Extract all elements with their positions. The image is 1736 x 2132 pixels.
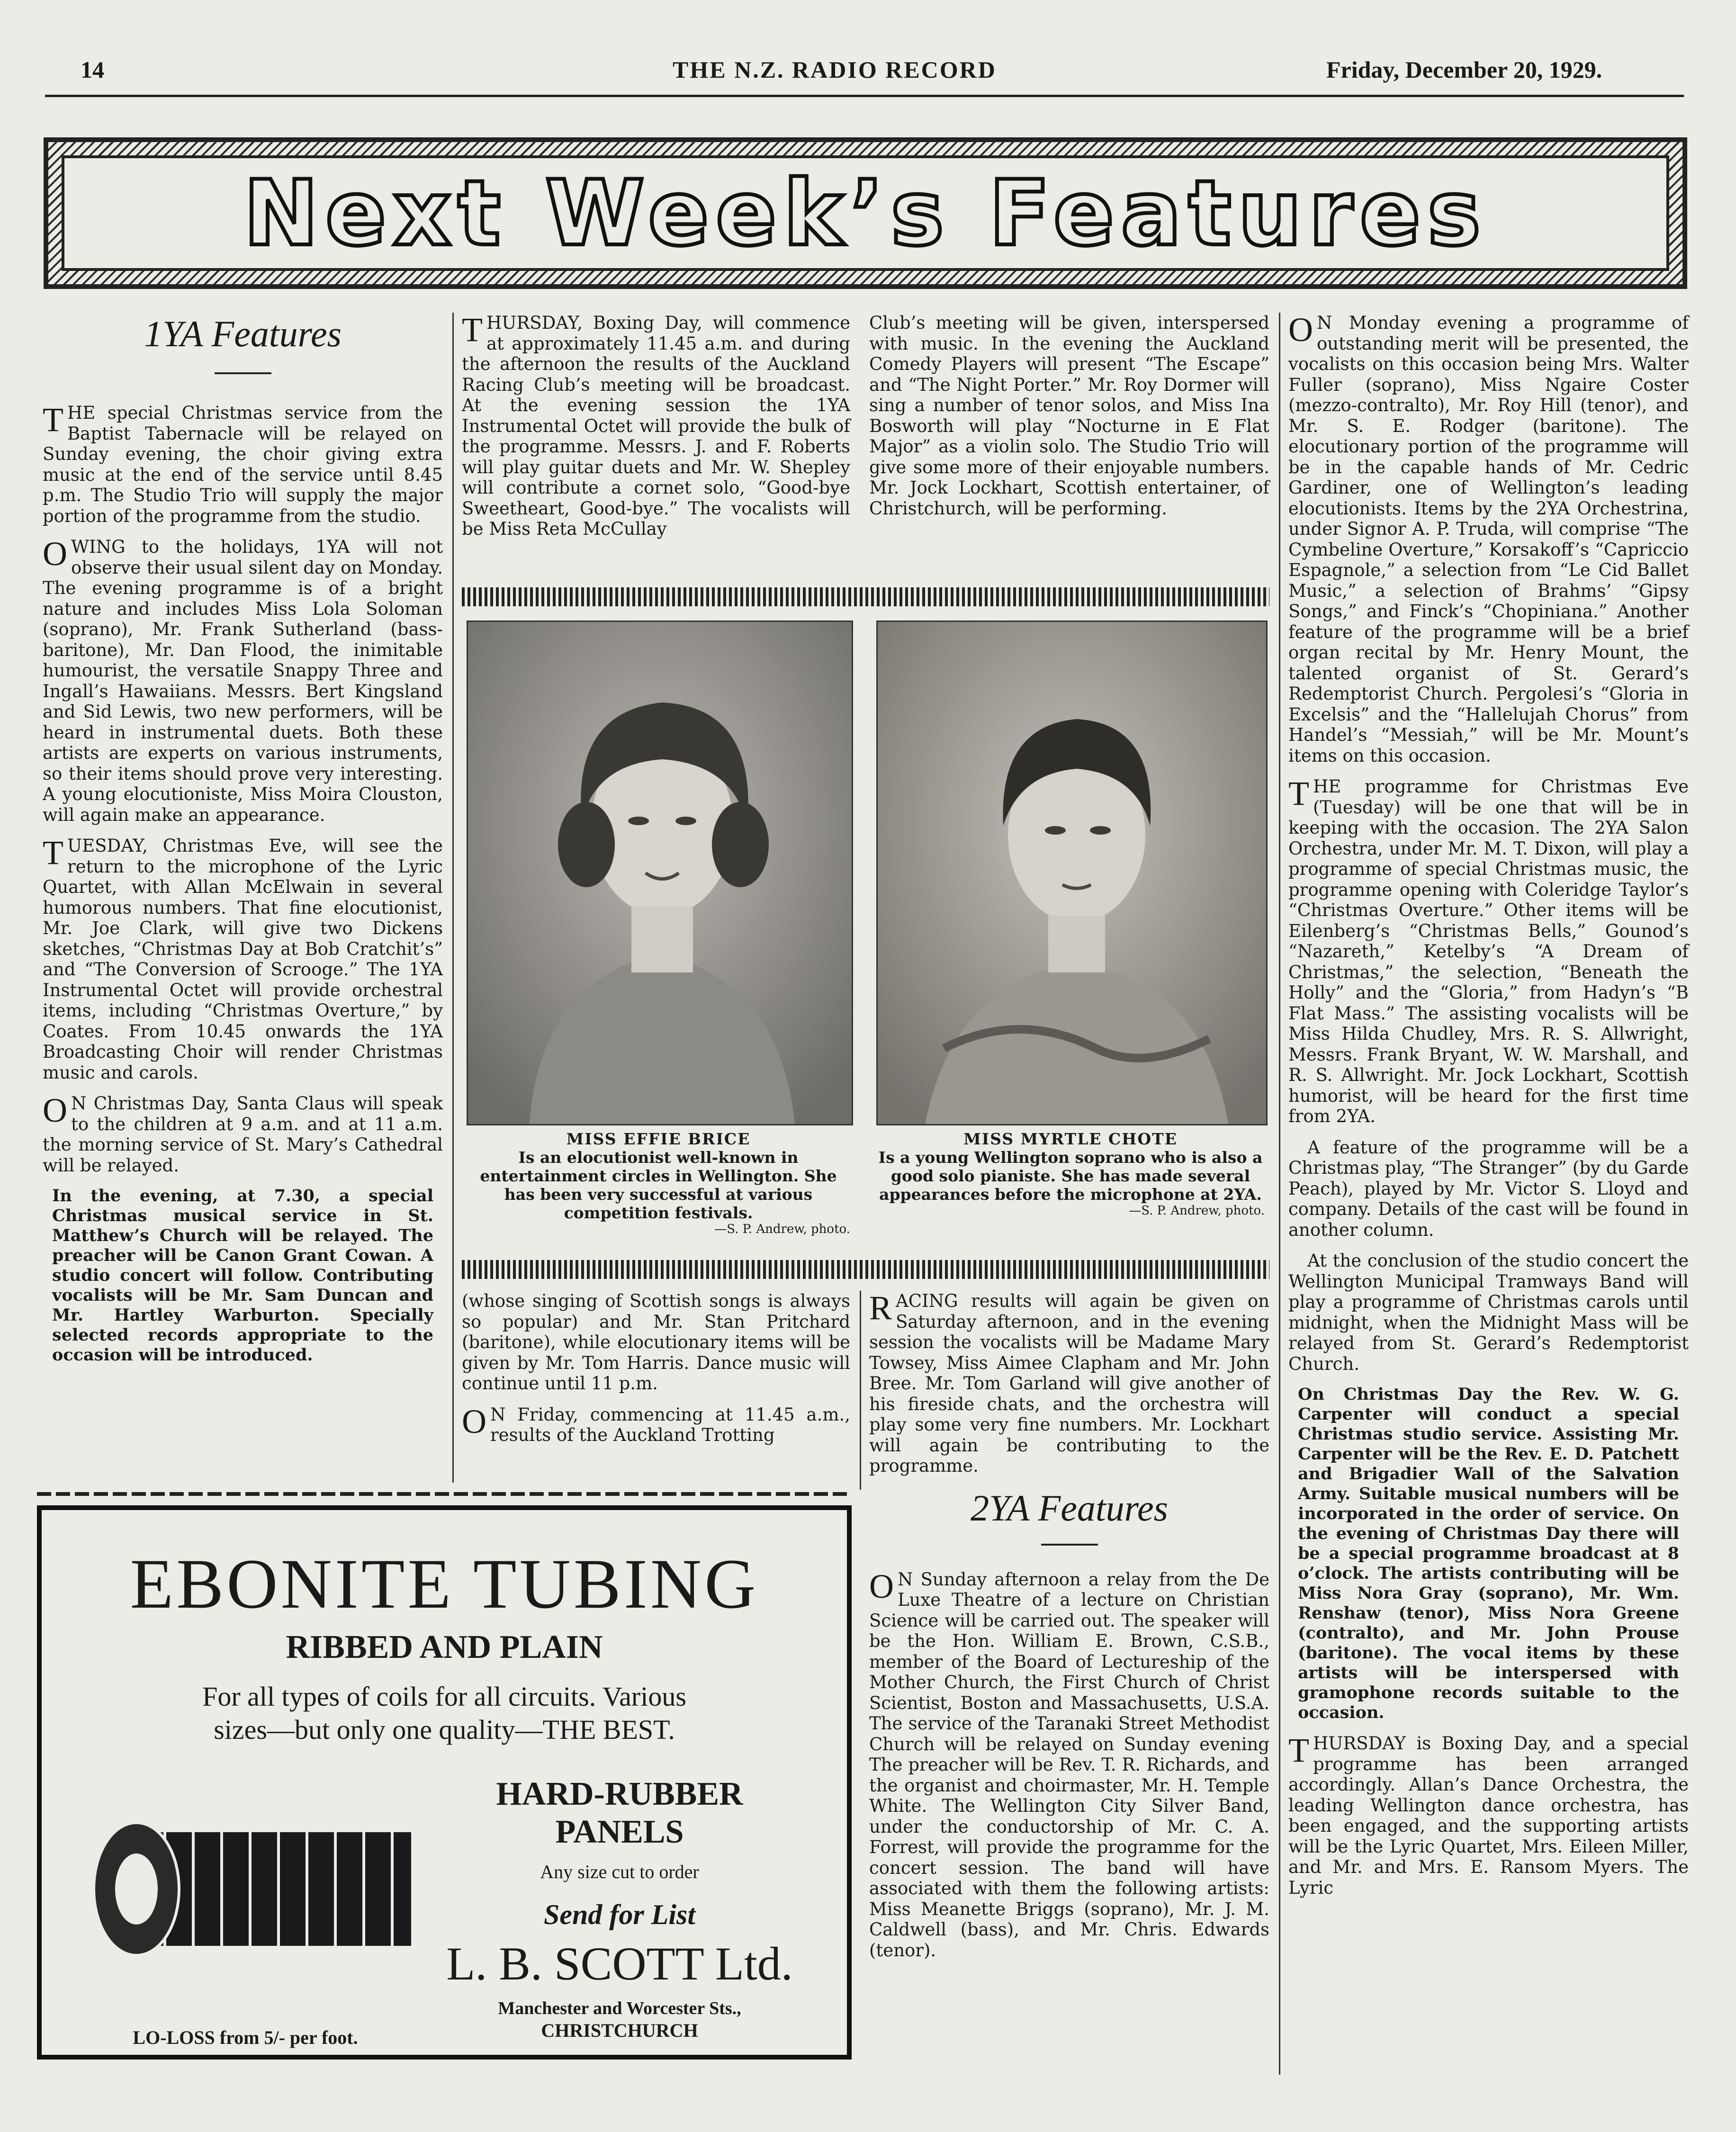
col-2-top xyxy=(462,313,850,550)
drop-cap: O xyxy=(462,1402,486,1440)
paragraph xyxy=(462,1404,850,1446)
section-heading-1ya: 1YA Features xyxy=(144,313,342,354)
paragraph xyxy=(462,313,850,540)
caption-text: Is an elocutionist well-known in entertainment circles in Wellington. She has been very successful at various competition festivals. xyxy=(480,1148,837,1222)
col-4 xyxy=(1288,313,1689,1908)
drop-cap: O xyxy=(869,1567,894,1605)
heading-rule xyxy=(1041,1544,1098,1546)
section-heading-2ya: 2YA Features xyxy=(970,1487,1169,1529)
heading-rule xyxy=(215,372,271,374)
ad-address-1: Manchester and Worcester Sts., xyxy=(498,1998,741,2018)
header-rule xyxy=(45,95,1684,97)
col-3-top xyxy=(869,313,1269,529)
caption-text: Is a young Wellington soprano who is also a good solo pianiste. She has made several appearances before the microphone at 2YA. xyxy=(878,1148,1263,1204)
paragraph-text: ACING results will again be given on Saturday afternoon, and in the evening session the vocalists will be Madame Mary Towsey, Miss Aimee Clapham and Mr. John Bree. Mr. Tom Garland will give another of his fireside chats, and the orchestra will play some very fine numbers. Mr. Lockhart will again be contributing to the programme. xyxy=(869,1291,1269,1476)
bold-notice: On Christmas Day the Rev. W. G. Carpenter will conduct a special Christmas studio service. Assisting Mr. Carpenter will be the Rev. E. D. Patchett and Brigadier Wall of the Salvation Army. Suitable musical numbers will be incorporated in the order of service. On the evening of Christmas Day there will be a special programme broadcast at 8 o’clock. The artists contributing will be Miss Nora Gray (soprano), Mr. Wm. Renshaw (tenor), Miss Nora Greene (contralto), and Mr. John Prouse (baritone). The vocal items by these artists will be interspersed with gramophone records suitable to the occasion. xyxy=(1298,1385,1679,1722)
drop-cap: T xyxy=(1288,774,1309,812)
col-1yA xyxy=(43,313,443,1376)
photo-myrtle-chote xyxy=(876,621,1268,1125)
paragraph-text: UESDAY, Christmas Eve, will see the return to the microphone of the Lyric Quartet, with Allan McElwain in several humorous numbers. That fine elocutionist, Mr. Joe Clark, will give two Dickens sketches, “Christmas Day at Bob Cratchit’s” and “The Conversion of Scrooge.” The 1YA Instrumental Octet will provide orchestral items, including “Christmas Overture,” by Coates. From 10.45 onwards the 1YA Broadcasting Choir will render Christmas music and carols. xyxy=(43,836,443,1083)
paragraph: A feature of the programme will be a Christmas play, “The Stranger” (by du Garde Peach), played by Mr. Victor S. Lloyd and company. Details of the cast will be found in another column. xyxy=(1288,1137,1689,1240)
column-divider xyxy=(1279,313,1280,2075)
paragraph: Club’s meeting will be given, interspersed with music. In the evening the Auckland Comedy Players will present “The Escape” and “The Night Porter.” Mr. Roy Dormer will sing a number of tenor solos, and Miss Ina Bosworth will play “Nocturne in E Flat Major” as a violin solo. The Studio Trio will give some more of their enjoyable numbers. Mr. Jock Lockhart, Scottish entertainer, of Christchurch, will be performing. xyxy=(869,313,1269,519)
caption-effie-brice xyxy=(467,1130,850,1236)
features-banner xyxy=(44,137,1687,289)
paragraph xyxy=(1288,776,1689,1127)
ad-size-note: Any size cut to order xyxy=(540,1861,699,1882)
ebonite-tubing-ad xyxy=(37,1505,852,2060)
portrait-image xyxy=(468,622,852,1124)
ad-line-1: For all types of coils for all circuits. Various xyxy=(202,1681,686,1712)
caption-name: MISS MYRTLE CHOTE xyxy=(963,1130,1178,1148)
ad-subtitle: RIBBED AND PLAIN xyxy=(286,1629,603,1665)
column-divider xyxy=(452,313,454,1483)
publication-title: THE N.Z. RADIO RECORD xyxy=(673,56,997,83)
ad-panels-2: PANELS xyxy=(555,1814,684,1850)
drop-cap: T xyxy=(1288,1731,1309,1769)
paragraph xyxy=(43,537,443,825)
paragraph-text: N Friday, commencing at 11.45 a.m., results of the Auckland Trotting xyxy=(490,1404,850,1445)
paragraph-text: HURSDAY, Boxing Day, will commence at approximately 11.45 a.m. and during the afternoon the results of the Auckland Racing Club’s meeting will be broadcast. At the evening session the 1YA Instrumental Octet will provide the bulk of the programme. Messrs. J. and F. Roberts will play guitar duets and Mr. W. Shepley will contribute a cornet solo, “Good-bye Sweetheart, Good-bye.” The vocalists will be Miss Reta McCullay xyxy=(462,313,850,539)
photo-effie-brice xyxy=(467,621,853,1125)
drop-cap: R xyxy=(869,1289,892,1327)
paragraph xyxy=(43,403,443,526)
page-number: 14 xyxy=(81,56,104,83)
paragraph-text: HE special Christmas service from the Baptist Tabernacle will be relayed on Sunday evening, the choir giving extra music at the end of the service until 8.45 p.m. The Studio Trio will supply the major portion of the programme from the studio. xyxy=(43,403,443,526)
paragraph xyxy=(43,1093,443,1176)
ad-panels-1: HARD-RUBBER xyxy=(496,1776,743,1812)
column-divider xyxy=(860,1291,861,1490)
racing-article xyxy=(869,1291,1269,1476)
paragraph xyxy=(869,1569,1269,1961)
drop-cap: O xyxy=(43,1091,67,1129)
drop-cap: T xyxy=(43,834,63,872)
ebonite-tube-icon xyxy=(80,1804,421,1974)
ornament-rule-bottom xyxy=(462,1260,1269,1279)
ornament-rule-top xyxy=(462,587,1269,606)
drop-cap: T xyxy=(462,311,483,349)
ad-top-rule xyxy=(37,1492,852,1496)
col-3-bottom xyxy=(869,1291,1269,1971)
paragraph-text: N Monday evening a programme of outstanding merit will be presented, the vocalists on this occasion being Mrs. Walter Fuller (soprano), Miss Ngaire Coster (mezzo-contralto), Mr. Roy Hill (tenor), and Mr. S. E. Rodger (baritone). The elocutionary portion of the programme will be in the capable hands of Mr. Cedric Gardiner, one of Wellington’s leading elocutionists. Items by the 2YA Orchestrina, under Signor A. P. Truda, will comprise “The Cymbeline Overture,” Korsakoff’s “Capriccio Espagnole,” a selection from “Le Cid Ballet Music,” a selection of Brahms’ “Gipsy Songs,” and Finck’s “Chopiniana.” Another feature of the programme will be a brief organ recital by Mr. Henry Mount, the talented organist of St. Gerard’s Redemptorist Church. Pergolesi’s “Gloria in Excelsis” and the “Hallelujah Chorus” from Handel’s “Messiah,” will be Mr. Mount’s items on this occasion. xyxy=(1288,313,1689,766)
ad-title: EBONITE TUBING xyxy=(130,1545,759,1623)
paragraph-text: HURSDAY is Boxing Day, and a special programme has been arranged accordingly. Allan’s Dance Orchestra, the leading Wellington dance orchestra, has been engaged, and the supporting artists will be the Lyric Quartet, Mrs. Eileen Miller, and Mr. and Mrs. E. Ransom Myers. The Lyric xyxy=(1288,1733,1689,1898)
paragraph: At the conclusion of the studio concert the Wellington Municipal Tramways Band will play a programme of Christmas carols until midnight, when the Midnight Mass will be relayed from St. Gerard’s Redemptorist Church. xyxy=(1288,1250,1689,1374)
banner-title: Next Week’s Features xyxy=(243,161,1488,266)
paragraph-text: N Sunday afternoon a relay from the De Luxe Theatre of a lecture on Christian Science will be carried out. The speaker will be the Hon. William E. Brown, C.S.B., member of the Board of Lectureship of the Mother Church, the First Church of Christ Scientist, Boston and Massachusetts, U.S.A. The service of the Taranaki Street Methodist Church will be relayed on Sunday evening The preacher will be Rev. T. R. Richards, and the organist and choirmaster, Mr. H. Temple White. The Wellington City Silver Band, under the conductorship of Mr. C. A. Forrest, will provide the programme for the concert session. The band will have associated with them the following artists: Miss Meanette Briggs (soprano), Mr. J. M. Caldwell (bass), and Mr. Chris. Edwards (tenor). xyxy=(869,1569,1269,1961)
paragraph xyxy=(43,836,443,1083)
paragraph xyxy=(869,1291,1269,1476)
drop-cap: T xyxy=(43,401,63,439)
caption-myrtle-chote xyxy=(876,1130,1265,1218)
photo-credit: —S. P. Andrew, photo. xyxy=(714,1222,850,1236)
paragraph-text: N Christmas Day, Santa Claus will speak to the children at 9 a.m. and at 11 a.m. the morning service of St. Mary’s Cathedral will be relayed. xyxy=(43,1093,443,1176)
bold-notice: In the evening, at 7.30, a special Christmas musical service in St. Matthew’s Church will be relayed. The preacher will be Canon Grant Cowan. A studio concert will follow. Contributing vocalists will be Mr. Sam Duncan and Mr. Hartley Warburton. Specially selected records appropriate to the occasion will be introduced. xyxy=(52,1186,433,1365)
paragraph-text: HE programme for Christmas Eve (Tuesday) will be one that will be in keeping with the occasion. The 2YA Salon Orchestra, under Mr. M. T. Dixon, will play a programme of special Christmas music, the programme opening with Coleridge Taylor’s “Christmas Overture.” Other items will be Eilenberg’s “Christmas Bells,” Gounod’s “Nazareth,” Ketelby’s “A Dream of Christmas,” the selection, “Beneath the Holly” and the “Gloria,” from Hadyn’s “B Flat Mass.” The assisting vocalists will be Miss Hilda Chudley, Mrs. R. S. Allwright, Messrs. Frank Bryant, W. W. Marshall, and R. S. Allwright. Mr. Jock Lockhart, Scottish humorist, will be heard for the first time from 2YA. xyxy=(1288,776,1689,1126)
ad-line-2: sizes—but only one quality—THE BEST. xyxy=(214,1714,675,1745)
article-2ya xyxy=(869,1569,1269,1961)
col-2-bottom xyxy=(462,1291,850,1456)
issue-date: Friday, December 20, 1929. xyxy=(1326,56,1602,83)
photo-credit: —S. P. Andrew, photo. xyxy=(1129,1204,1265,1218)
paragraph-text: WING to the holidays, 1YA will not observe their usual silent day on Monday. The evening programme is of a bright nature and includes Miss Lola Soloman (soprano), Mr. Frank Sutherland (bass-baritone), Mr. Dan Flood, the inimitable humourist, the versatile Snappy Three and Ingall’s Hawaiians. Messrs. Bert Kingsland and Sid Lewis, two new performers, will be heard in instrumental duets. Both these artists are experts on various instruments, so their items should prove very interesting. A young elocutioniste, Miss Moira Clouston, will again make an appearance. xyxy=(43,537,443,825)
paragraph xyxy=(1288,313,1689,766)
portrait-image xyxy=(878,622,1266,1124)
drop-cap: O xyxy=(1288,311,1313,349)
ad-price: LO-LOSS from 5/- per foot. xyxy=(133,2027,358,2048)
ad-send-list: Send for List xyxy=(543,1899,696,1930)
article-1ya xyxy=(43,403,443,1365)
paragraph xyxy=(1288,1733,1689,1898)
drop-cap: O xyxy=(43,535,67,573)
ad-company: L. B. SCOTT Ltd. xyxy=(446,1937,793,1990)
ad-address-2: CHRISTCHURCH xyxy=(541,2020,698,2041)
paragraph: (whose singing of Scottish songs is always so popular) and Mr. Stan Pritchard (baritone), while elocutionary items will be given by Mr. Tom Harris. Dance music will continue until 11 p.m. xyxy=(462,1291,850,1394)
caption-name: MISS EFFIE BRICE xyxy=(566,1130,751,1148)
